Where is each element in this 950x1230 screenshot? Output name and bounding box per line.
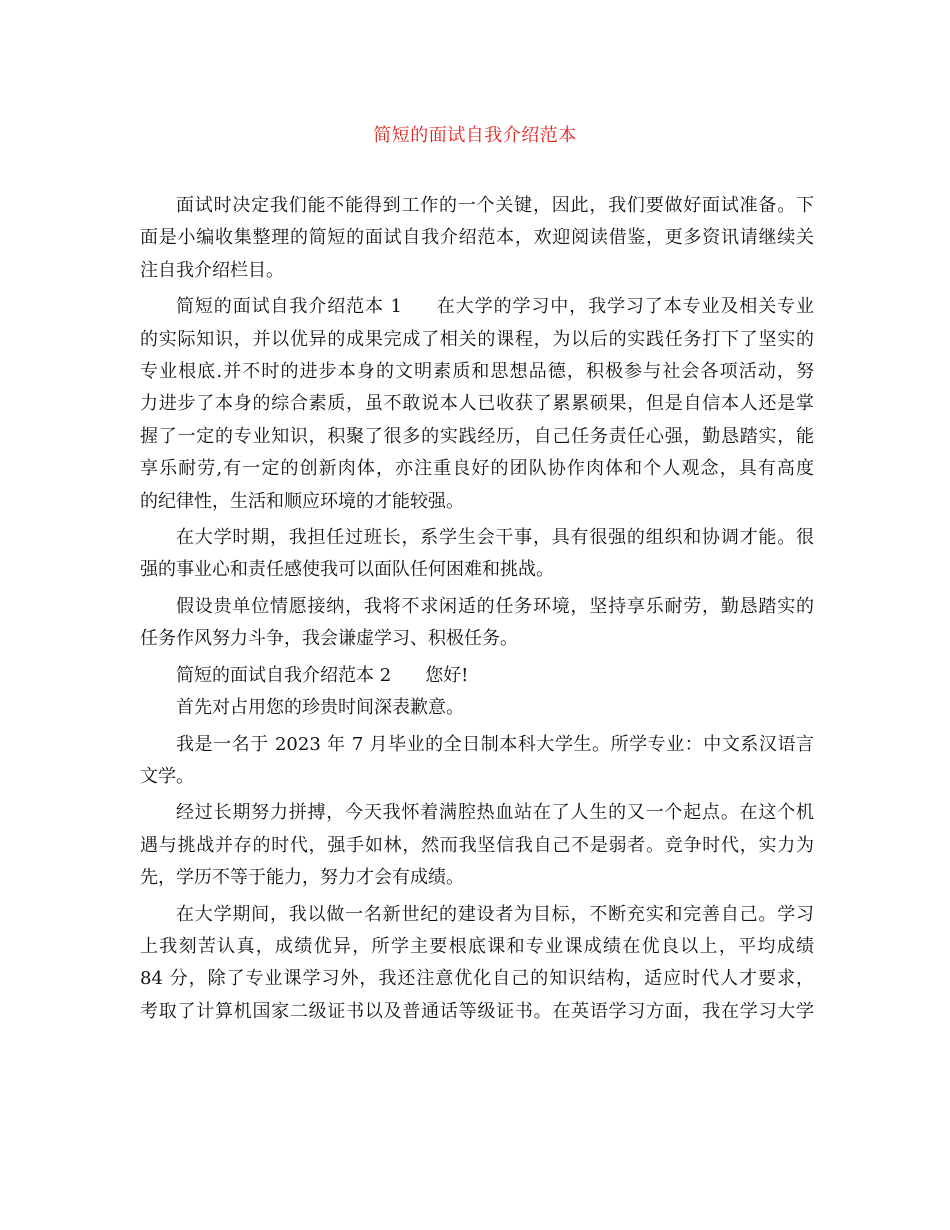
paragraph-line: 我是一名于 2023 年 7 月毕业的全日制本科大学生。所学专业：中文系汉语言: [176, 733, 814, 755]
section-heading-1: 简短的面试自我介绍范本 1: [176, 296, 402, 318]
paragraph-line: 84 分，除了专业课学习外，我还注意优化自己的知识结构，适应时代人才要求，: [140, 968, 814, 990]
paragraph-line: 专业根底.并不时的进步本身的文明素质和思想品德，积极参与社会各项活动，努: [140, 361, 814, 383]
paragraph-line: 享乐耐劳,有一定的创新肉体，亦注重良好的团队协作肉体和个人观念，具有高度: [140, 458, 814, 480]
paragraph-line: 面是小编收集整理的简短的面试自我介绍范本，欢迎阅读借鉴，更多资讯请继续关: [140, 227, 814, 249]
paragraph-text: 在大学的学习中，我学习了本专业及相关专业: [435, 296, 814, 318]
paragraph-line: 力进步了本身的综合素质，虽不敢说本人已收获了累累硕果，但是自信本人还是掌: [140, 393, 814, 415]
paragraph-line: 假设贵单位情愿接纳，我将不求闲适的任务环境，坚持享乐耐劳，勤恳踏实的: [176, 595, 814, 617]
paragraph-line: 面试时决定我们能不能得到工作的一个关键，因此，我们要做好面试准备。下: [176, 195, 814, 216]
paragraph-line: 先，学历不等于能力，努力才会有成绩。: [140, 867, 464, 889]
document-body: [140, 190, 814, 1028]
paragraph-line: 注自我介绍栏目。: [140, 259, 284, 281]
paragraph-line: 首先对占用您的珍贵时间深表歉意。: [176, 697, 464, 719]
paragraph-line: 握了一定的专业知识，积聚了很多的实践经历，自己任务责任心强，勤恳踏实，能: [140, 425, 814, 447]
paragraph-line: 上我刻苦认真，成绩优异，所学主要根底课和专业课成绩在优良以上，平均成绩: [140, 935, 814, 957]
paragraph-line: 文学。: [140, 765, 194, 787]
paragraph-line: 强的事业心和责任感使我可以面队任何困难和挑战。: [140, 559, 554, 581]
paragraph-line: 在大学期间，我以做一名新世纪的建设者为目标，不断充实和完善自己。学习: [176, 903, 814, 925]
paragraph-line: 的纪律性，生活和顺应环境的才能较强。: [140, 490, 464, 512]
paragraph-line: 的实际知识，并以优异的成果完成了相关的课程，为以后的实践任务打下了坚实的: [140, 328, 814, 350]
document-title: 简短的面试自我介绍范本: [373, 125, 577, 146]
paragraph-line: [140, 291, 814, 323]
paragraph-line: 经过长期努力拼搏，今天我怀着满腔热血站在了人生的又一个起点。在这个机: [176, 802, 814, 824]
paragraph-text: 您好!: [425, 664, 469, 686]
paragraph-line: 在大学时期，我担任过班长，系学生会干事，具有很强的组织和协调才能。很: [176, 527, 814, 549]
paragraph-line: 遇与挑战并存的时代，强手如林，然而我坚信我自己不是弱者。竞争时代，实力为: [140, 834, 814, 856]
paragraph-line: 考取了计算机国家二级证书以及普通话等级证书。在英语学习方面，我在学习大学: [140, 1000, 814, 1022]
section-heading-2: 简短的面试自我介绍范本 2: [176, 664, 392, 686]
paragraph-line: [140, 660, 814, 692]
paragraph-line: 任务作风努力斗争，我会谦虚学习、积极任务。: [140, 628, 518, 650]
